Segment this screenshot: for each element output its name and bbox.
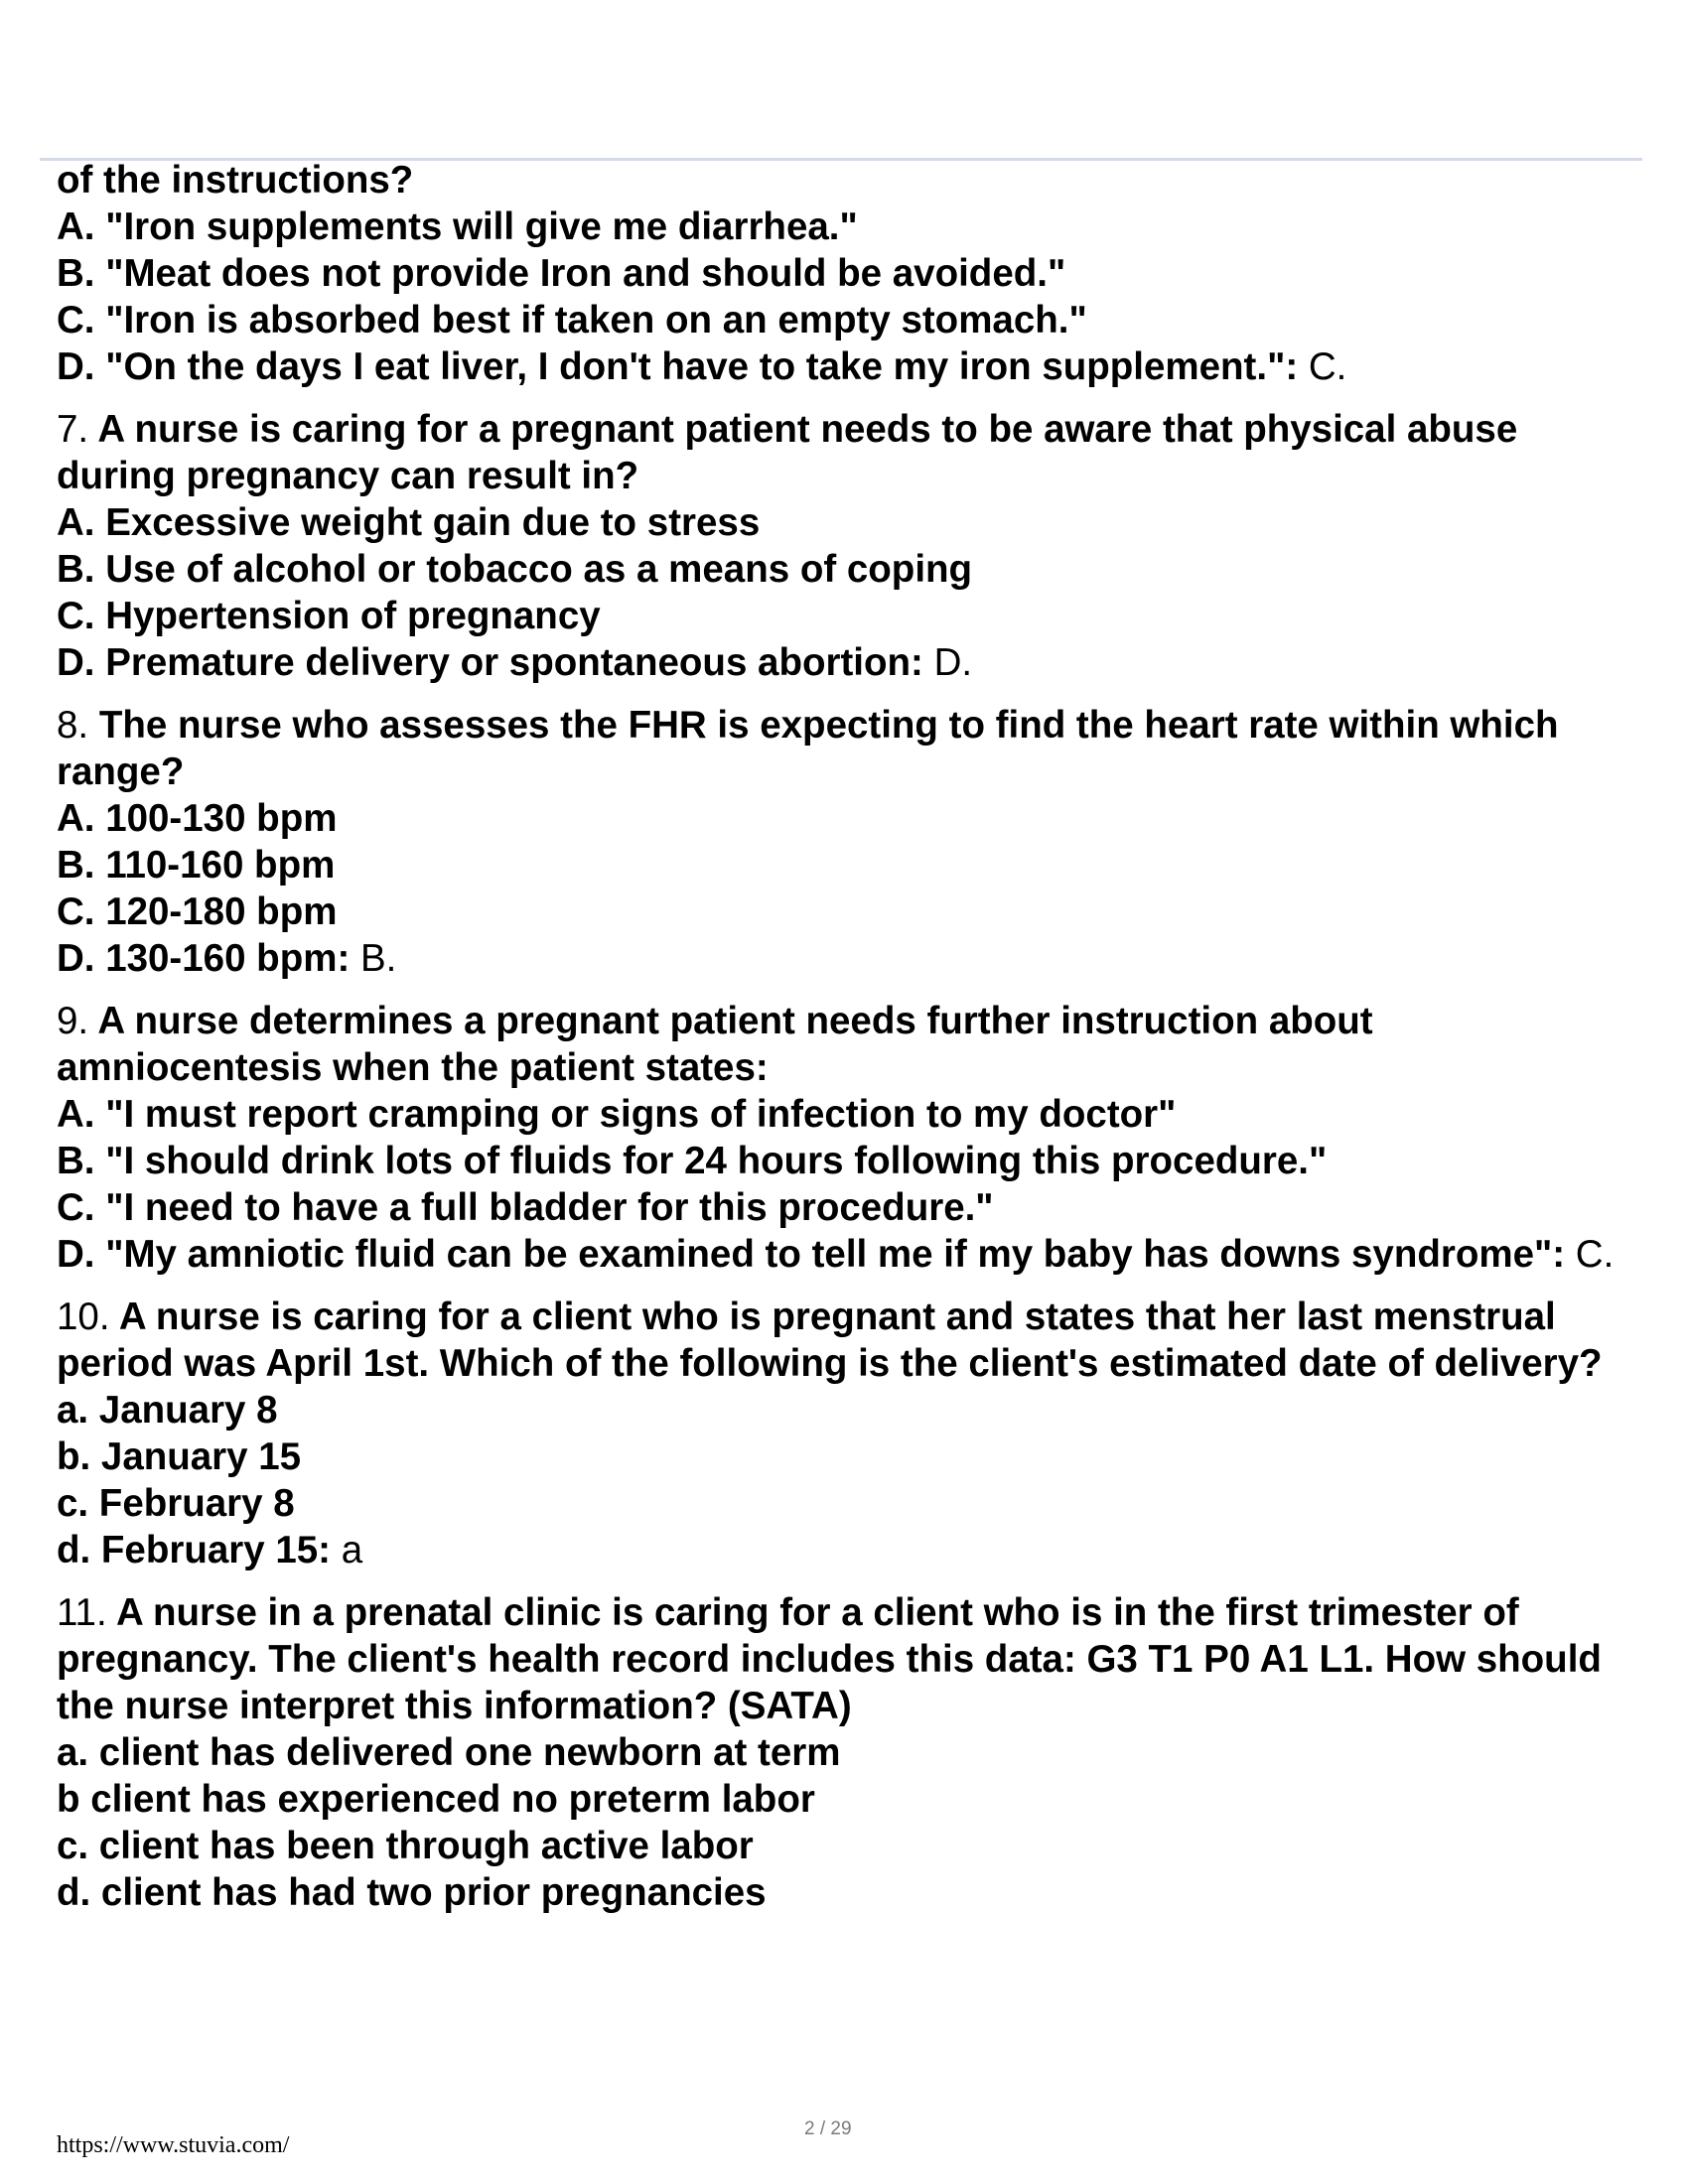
question-number: 9.: [57, 1000, 89, 1042]
question-stem-line: [57, 1294, 1635, 1387]
question-stem: The nurse who assesses the FHR is expecting to find the heart rate within which range?: [57, 704, 1559, 793]
answer: B.: [359, 937, 397, 980]
answer: a: [341, 1529, 363, 1571]
footer-url-link[interactable]: https://www.stuvia.com/: [57, 2132, 290, 2158]
question-stem: A nurse is caring for a client who is pregnant and states that her last menstrual period was April 1st. Which of the following is the client's estimated date of delivery?: [57, 1296, 1603, 1385]
option-b: B. Use of alcohol or tobacco as a means of coping: [57, 548, 973, 591]
option-d-text: D. "On the days I eat liver, I don't have to take my iron supplement.":: [57, 345, 1299, 388]
option-d: [57, 343, 1635, 390]
question-number: 10.: [57, 1296, 110, 1338]
question-stem: A nurse is caring for a pregnant patient needs to be aware that physical abuse during pregnancy can result in?: [57, 408, 1518, 497]
question-stem-line: [57, 1589, 1635, 1729]
question-stem: A nurse determines a pregnant patient needs further instruction about amniocentesis when the patient states:: [57, 1000, 1373, 1089]
option-d-text: D. 130-160 bpm:: [57, 937, 351, 980]
question-number: 8.: [57, 704, 89, 747]
option-d: d. client has had two prior pregnancies: [57, 1871, 767, 1914]
option-d: [57, 1527, 1635, 1573]
question-stem-line: [57, 702, 1635, 795]
question-6-continued: [57, 157, 1635, 390]
option-b: B. "I should drink lots of fluids for 24 hours following this procedure.": [57, 1140, 1328, 1182]
option-b: b. January 15: [57, 1435, 302, 1478]
option-b: B. "Meat does not provide Iron and should be avoided.": [57, 252, 1066, 295]
question-11: [57, 1589, 1635, 1916]
question-9: [57, 998, 1635, 1278]
question-7: [57, 406, 1635, 686]
option-d-text: D. "My amniotic fluid can be examined to tell me if my baby has downs syndrome":: [57, 1233, 1566, 1276]
option-b: B. 110-160 bpm: [57, 844, 336, 887]
option-d-text: d. February 15:: [57, 1529, 332, 1571]
question-stem-line: [57, 998, 1635, 1091]
question-8: [57, 702, 1635, 982]
question-stem: A nurse in a prenatal clinic is caring for a client who is in the first trimester of pregnancy. The client's health record includes this data: G3 T1 P0 A1 L1. How should the nurse interpret this information? (SATA): [57, 1591, 1602, 1727]
option-c: c. February 8: [57, 1482, 295, 1525]
option-d: [57, 935, 1635, 982]
option-d: [57, 639, 1635, 686]
option-c: C. Hypertension of pregnancy: [57, 595, 601, 637]
option-a: A. "Iron supplements will give me diarrhea.": [57, 205, 858, 248]
option-c: c. client has been through active labor: [57, 1825, 754, 1867]
page-number: 2 / 29: [804, 2118, 852, 2139]
option-a: A. 100-130 bpm: [57, 797, 338, 840]
question-10: [57, 1294, 1635, 1573]
option-b: b client has experienced no preterm labor: [57, 1778, 815, 1821]
option-c: C. "Iron is absorbed best if taken on an empty stomach.": [57, 299, 1087, 341]
question-number: 7.: [57, 408, 89, 451]
option-a: A. Excessive weight gain due to stress: [57, 501, 761, 544]
answer: C.: [1308, 345, 1347, 388]
question-number: 11.: [57, 1591, 107, 1634]
document-body: [57, 157, 1635, 1916]
option-a: A. "I must report cramping or signs of infection to my doctor": [57, 1093, 1177, 1136]
option-d: [57, 1231, 1635, 1278]
option-a: a. client has delivered one newborn at term: [57, 1731, 841, 1774]
option-a: a. January 8: [57, 1389, 278, 1432]
question-stem-line: [57, 406, 1635, 499]
option-c: C. 120-180 bpm: [57, 890, 338, 933]
answer: D.: [933, 641, 973, 684]
question-stem: of the instructions?: [57, 159, 414, 202]
answer: C.: [1575, 1233, 1615, 1276]
option-c: C. "I need to have a full bladder for this procedure.": [57, 1186, 994, 1229]
option-d-text: D. Premature delivery or spontaneous abortion:: [57, 641, 923, 684]
